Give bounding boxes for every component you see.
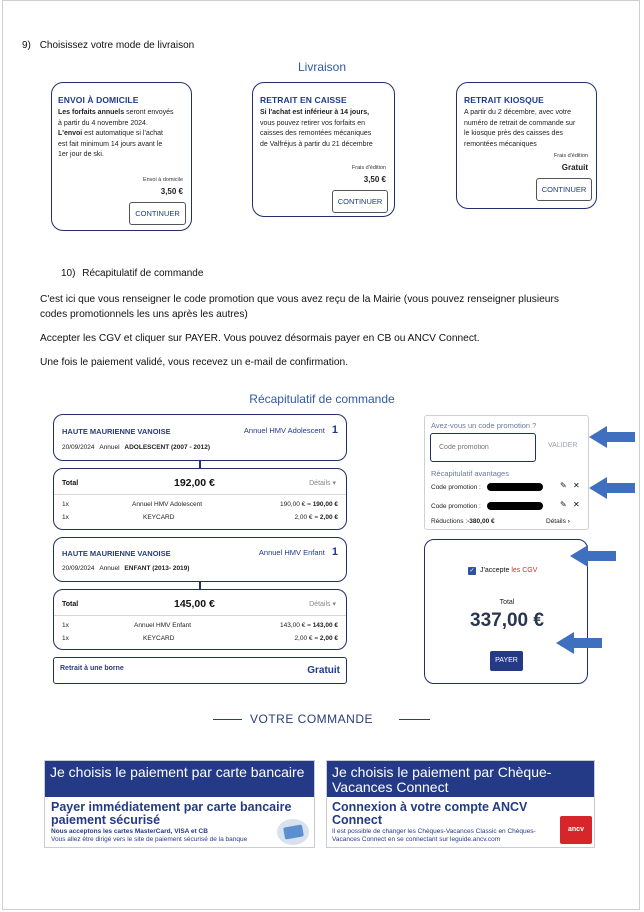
checkout-total-label: Total — [499, 599, 515, 606]
domicile-continue-button[interactable]: CONTINUER — [129, 202, 186, 225]
recap-item-2-header — [53, 537, 347, 582]
domicile-line4: est fait minimum 14 jours avant le — [58, 140, 163, 148]
retrait-label: Retrait à une borne — [60, 665, 124, 672]
kiosque-line4: remontées mécaniques — [464, 140, 537, 148]
promo-validate-button[interactable]: VALIDER — [548, 442, 578, 449]
item2-product — [259, 546, 338, 558]
item2-product-label: Annuel HMV Enfant — [258, 548, 325, 557]
cb-header: Je choisis le paiement par carte bancaire — [45, 761, 314, 797]
item1-line2-amount: 2,00 € = 2,00 € — [294, 514, 338, 521]
checkout-panel — [424, 539, 588, 684]
delivery-card-domicile — [51, 82, 192, 231]
payment-card-ancv[interactable] — [326, 760, 595, 848]
retrait-borne-row — [53, 657, 347, 684]
step10-title: Récapitulatif de commande — [82, 268, 204, 279]
item2-total: 145,00 € — [174, 598, 215, 610]
item2-category: ENFANT (2013- 2019) — [124, 565, 190, 572]
item2-line1-qty: 1x — [62, 622, 69, 629]
divider — [54, 494, 346, 495]
item1-product — [244, 424, 338, 436]
checkout-total: 337,00 € — [470, 610, 544, 631]
chevron-down-icon: ▾ — [332, 601, 336, 608]
caisse-line1: Si l'achat est inférieur à 14 jours, — [260, 109, 370, 116]
domicile-line3: L'envoi est automatique si l'achat — [58, 130, 163, 137]
item1-line1-label: Annuel HMV Adolescent — [132, 501, 203, 508]
item2-details-label: Détails — [309, 601, 331, 608]
domicile-line2: à partir du 4 novembre 2024. — [58, 119, 148, 127]
domicile-title: ENVOI À DOMICILE — [58, 95, 139, 105]
divider — [54, 615, 346, 616]
cgv-accept — [480, 567, 537, 574]
item1-category: ADOLESCENT (2007 - 2012) — [124, 444, 211, 451]
kiosque-continue-button[interactable]: CONTINUER — [536, 178, 592, 201]
item1-meta — [62, 444, 210, 451]
paragraph-3: Une fois le paiement validé, vous recevez un e-mail de confirmation. — [40, 357, 349, 368]
item2-date: 20/09/2024 — [62, 565, 95, 572]
advantages-title: Récapitulatif avantages — [431, 469, 509, 478]
arrow-left-icon — [589, 477, 635, 499]
domicile-fee-label: Envoi à domicile — [142, 177, 183, 183]
delivery-card-kiosque — [456, 82, 597, 209]
promo-question: Avez-vous un code promotion ? — [431, 421, 537, 430]
arrow-left-icon — [570, 545, 616, 567]
step9-heading — [22, 40, 194, 51]
item1-line2-label: KEYCARD — [143, 514, 175, 521]
caisse-title: RETRAIT EN CAISSE — [260, 95, 347, 105]
cb-subtitle: Payer immédiatement par carte bancaire paiement sécurisé — [51, 800, 292, 827]
caisse-fee-label: Frais d'édition — [351, 165, 386, 171]
ancv-subtitle: Connexion à votre compte ANCV Connect — [332, 800, 528, 827]
item1-total: 192,00 € — [174, 477, 215, 489]
paragraph-1a: C'est ici que vous renseigner le code promotion que vous avez reçu de la Mairie (vous pouvez renseigner plusieurs — [40, 294, 559, 305]
item1-line1-amount: 190,00 € = 190,00 € — [279, 501, 338, 508]
ancv-logo: ancv — [560, 816, 592, 844]
promo-code-2-label: Code promotion : — [431, 503, 481, 510]
domicile-line1: Les forfaits annuels seront envoyés — [58, 109, 174, 116]
divider-right — [399, 719, 430, 720]
payment-card-cb[interactable] — [44, 760, 315, 848]
cb-redirect-note: Vous allez être dirigé vers le site de paiement sécurisé de la banque — [51, 836, 248, 843]
item2-name: HAUTE MAURIENNE VANOISE — [62, 549, 171, 558]
ancv-header: Je choisis le paiement par Chèque-Vacances Connect — [327, 761, 594, 797]
paragraph-2: Accepter les CGV et cliquer sur PAYER. Vous pouvez désormais payer en CB ou ANCV Connect. — [40, 333, 480, 344]
reductions-details[interactable] — [546, 518, 570, 525]
reductions-details-label: Détails — [546, 518, 566, 525]
connector-1 — [199, 461, 201, 468]
item1-line1-qty: 1x — [62, 501, 69, 508]
item1-qty: 1 — [331, 424, 338, 436]
domicile-line5: 1er jour de ski. — [58, 151, 104, 158]
cgv-checkbox[interactable]: ✓ — [469, 568, 475, 574]
pay-button[interactable]: PAYER — [490, 651, 523, 671]
cgv-link[interactable]: les CGV — [511, 567, 538, 574]
caisse-line2: vous pouvez retirer vos forfaits en — [260, 119, 366, 127]
kiosque-line3: le kiosque près des caisses des — [464, 130, 563, 137]
reductions — [431, 518, 495, 525]
item2-line2-amount: 2,00 € = 2,00 € — [294, 635, 338, 642]
livraison-title: Livraison — [297, 60, 347, 74]
ancv-note-1: Il est possible de changer les Chèques-Vacances Classic en Chèques- — [332, 828, 536, 835]
step10-number: 10) — [61, 268, 76, 279]
chevron-right-icon: › — [567, 518, 570, 525]
delivery-card-caisse — [252, 82, 395, 217]
item1-name: HAUTE MAURIENNE VANOISE — [62, 427, 171, 436]
cgv-accept-text: J'accepte — [480, 567, 512, 574]
item2-line2-label: KEYCARD — [143, 635, 175, 642]
item1-details-label: Détails — [309, 480, 331, 487]
caisse-line4: de Valfréjus à partir du 21 décembre — [260, 140, 373, 148]
item1-line2-qty: 1x — [62, 514, 69, 521]
reductions-value: -380,00 € — [467, 518, 495, 525]
promo-code-input[interactable] — [430, 433, 536, 462]
item1-type: Annuel — [99, 444, 120, 451]
step9-title: Choisissez votre mode de livraison — [39, 40, 195, 51]
item1-product-label: Annuel HMV Adolescent — [243, 426, 325, 435]
item2-meta — [62, 565, 189, 572]
redacted-code-2 — [487, 502, 543, 510]
edit-icon[interactable]: ✎ — [560, 481, 567, 490]
item1-date: 20/09/2024 — [62, 444, 95, 451]
domicile-price: 3,50 € — [160, 187, 183, 196]
arrow-left-icon — [589, 426, 635, 448]
close-icon[interactable]: ✕ — [573, 481, 580, 490]
item2-line1-amount: 143,00 € = 143,00 € — [279, 622, 338, 629]
recap-item-1-total — [53, 468, 347, 530]
kiosque-title: RETRAIT KIOSQUE — [464, 95, 544, 105]
recap-item-2-total — [53, 589, 347, 650]
divider-left — [213, 719, 242, 720]
redacted-code-1 — [487, 483, 543, 491]
paragraph-1b: codes promotionnels les uns après les autres) — [40, 309, 248, 320]
caisse-price: 3,50 € — [363, 175, 386, 184]
kiosque-price: Gratuit — [561, 163, 588, 172]
ancv-note-2: Vacances Connect en se connectant sur leguide.ancv.com — [332, 836, 501, 843]
votre-commande-title: VOTRE COMMANDE — [250, 712, 374, 726]
kiosque-line2: numéro de retrait de commande sur — [464, 119, 576, 127]
item2-qty: 1 — [331, 546, 338, 558]
item2-total-label: Total — [62, 601, 79, 608]
chevron-down-icon: ▾ — [332, 480, 336, 487]
step10-heading — [61, 268, 203, 279]
item2-type: Annuel — [99, 565, 120, 572]
item1-total-label: Total — [62, 480, 79, 487]
promo-panel — [424, 415, 589, 530]
recap-title: Récapitulatif de commande — [249, 392, 395, 406]
item2-line2-qty: 1x — [62, 635, 69, 642]
caisse-line3: caisses des remontées mécaniques — [260, 130, 372, 137]
promo-instructions — [40, 292, 630, 322]
kiosque-line1: A partir du 2 décembre, avec votre — [464, 109, 571, 116]
promo-code-1-label: Code promotion : — [431, 484, 481, 491]
kiosque-fee-label: Frais d'édition — [553, 153, 588, 159]
credit-card-icon — [277, 819, 309, 845]
retrait-price: Gratuit — [307, 665, 340, 676]
arrow-left-icon — [556, 632, 602, 654]
step9-number: 9) — [22, 40, 31, 51]
reductions-label: Réductions : — [431, 518, 468, 525]
item1-details-toggle[interactable] — [309, 479, 336, 487]
caisse-continue-button[interactable]: CONTINUER — [332, 190, 388, 213]
close-icon[interactable]: ✕ — [573, 500, 580, 509]
edit-icon[interactable]: ✎ — [560, 500, 567, 509]
item2-details-toggle[interactable] — [309, 600, 336, 608]
recap-item-1-header — [53, 414, 347, 461]
cb-cards-accepted: Nous acceptons les cartes MasterCard, VISA et CB — [51, 828, 208, 835]
item2-line1-label: Annuel HMV Enfant — [134, 622, 192, 629]
connector-2 — [199, 582, 201, 589]
